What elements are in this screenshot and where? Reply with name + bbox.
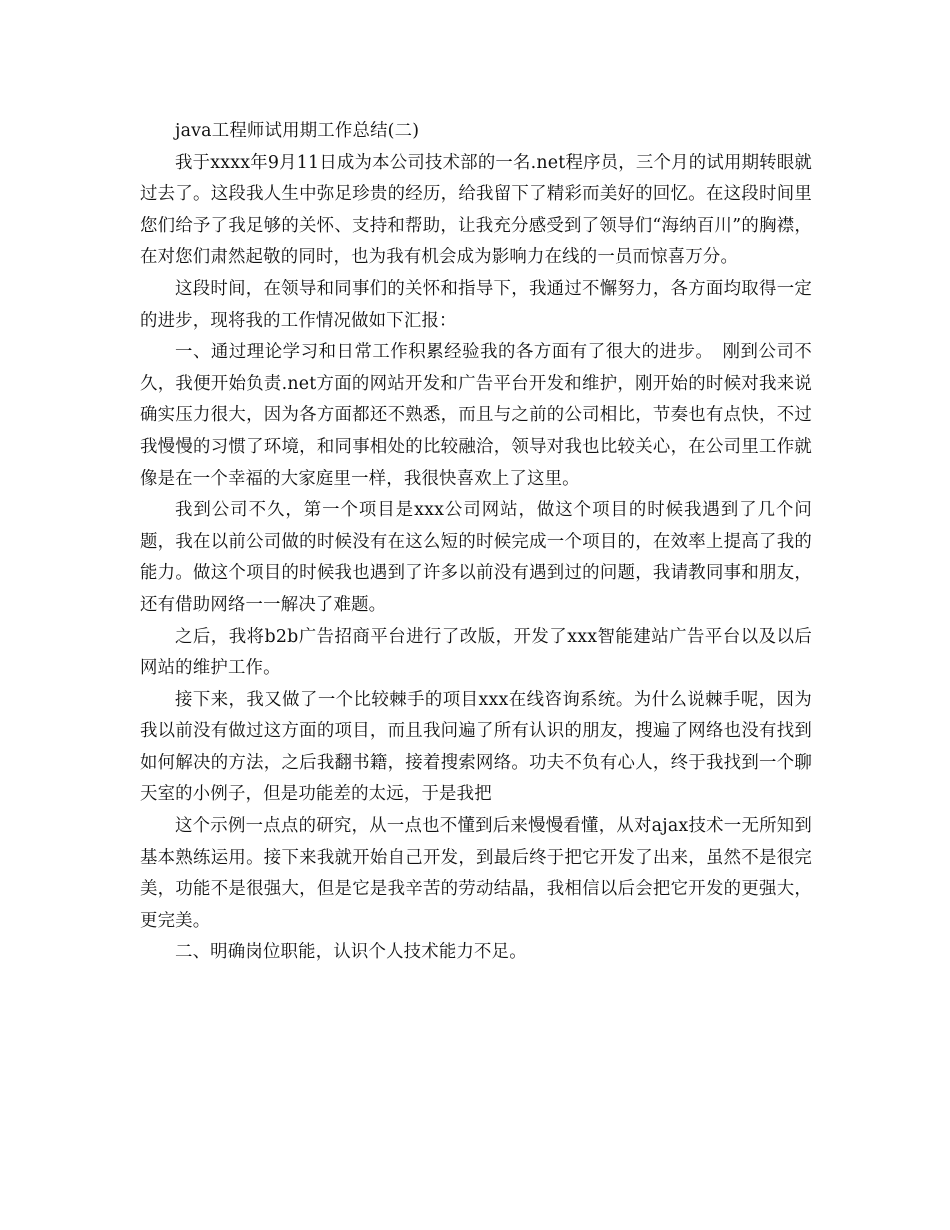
paragraph-1: 我于xxxx年9月11日成为本公司技术部的一名.net程序员，三个月的试用期转眼就过去了。这段我人生中弥足珍贵的经历，给我留下了精彩而美好的回忆。在这段时间里您们给予了我足够的关怀、支持和帮助，让我充分感受到了领导们“海纳百川”的胸襟，在对您们肃然起敬的同时，也为我有机会成为影响力在线的一员而惊喜万分。 <box>140 152 812 268</box>
paragraph-6: 接下来，我又做了一个比较棘手的项目xxx在线咨询系统。为什么说棘手呢，因为我以前没有做过这方面的项目，而且我问遍了所有认识的朋友，搜遍了网络也没有找到如何解决的方法，之后我翻书籍，接着搜索网络。功夫不负有心人，终于我找到一个聊天室的小例子，但是功能差的太远，于是我把 <box>140 689 812 805</box>
paragraph-3: 一、通过理论学习和日常工作积累经验我的各方面有了很大的进步。 刚到公司不久，我便开始负责.net方面的网站开发和广告平台开发和维护，刚开始的时候对我来说确实压力很大，因为各方面都还不熟悉，而且与之前的公司相比，节奏也有点快，不过我慢慢的习惯了环境，和同事相处的比较融洽，领导对我也比较关心，在公司里工作就像是在一个幸福的大家庭里一样，我很快喜欢上了这里。 <box>140 342 812 489</box>
document-title: java工程师试用期工作总结(二) <box>175 121 420 141</box>
paragraph-5: 之后，我将b2b广告招商平台进行了改版，开发了xxx智能建站广告平台以及以后网站的维护工作。 <box>140 626 812 679</box>
paragraph-4: 我到公司不久，第一个项目是xxx公司网站，做这个项目的时候我遇到了几个问题，我在以前公司做的时候没有在这么短的时候完成一个项目的，在效率上提高了我的能力。做这个项目的时候我也遇到了许多以前没有遇到过的问题，我请教同事和朋友，还有借助网络一一解决了难题。 <box>140 500 812 615</box>
paragraph-8: 二、明确岗位职能，认识个人技术能力不足。 <box>175 942 527 963</box>
paragraph-2: 这段时间，在领导和同事们的关怀和指导下，我通过不懈努力，各方面均取得一定的进步，现将我的工作情况做如下汇报： <box>140 278 812 331</box>
document-body <box>140 116 812 969</box>
paragraph-7: 这个示例一点点的研究，从一点也不懂到后来慢慢看懂，从对ajax技术一无所知到基本熟练运用。接下来我就开始自己开发，到最后终于把它开发了出来，虽然不是很完美，功能不是很强大，但是它是我辛苦的劳动结晶，我相信以后会把它开发的更强大，更完美。 <box>140 816 812 931</box>
